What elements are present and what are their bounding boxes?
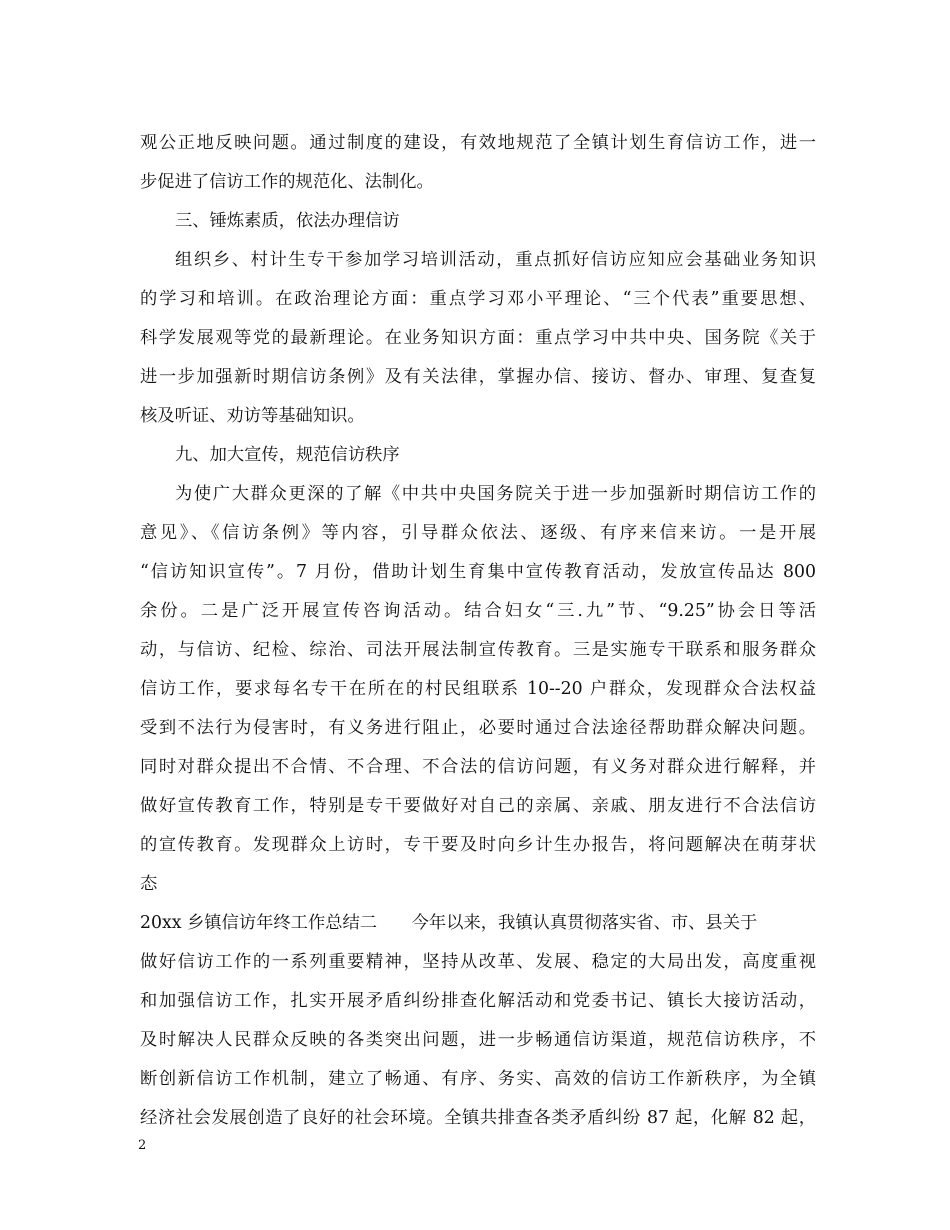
text-line: 态 [140, 874, 158, 894]
text-line: 动，与信访、纪检、综治、司法开展法制宣传教育。三是实施专干联系和服务群众 [140, 640, 816, 660]
text-line: 进一步加强新时期信访条例》及有关法律，掌握办信、接访、督办、审理、复查复 [140, 367, 816, 387]
text-line: 的学习和培训。在政治理论方面：重点学习邓小平理论、“三个代表”重要思想、 [140, 289, 816, 309]
text-line: “信访知识宣传”。7 月份，借助计划生育集中宣传教育活动，发放宣传品达 800 [140, 562, 816, 582]
document-body [140, 124, 816, 1138]
text-line: 经济社会发展创造了良好的社会环境。全镇共排查各类矛盾纠纷 87 起，化解 82 起， [140, 1108, 816, 1128]
text-line: 观公正地反映问题。通过制度的建设，有效地规范了全镇计划生育信访工作，进一 [140, 133, 816, 153]
text-line: 受到不法行为侵害时，有义务进行阻止，必要时通过合法途径帮助群众解决问题。 [140, 718, 816, 738]
text-line: 做好信访工作的一系列重要精神，坚持从改革、发展、稳定的大局出发，高度重视 [140, 952, 816, 972]
text-line: 组织乡、村计生专干参加学习培训活动，重点抓好信访应知应会基础业务知识 [175, 250, 816, 270]
section-heading: 三、锤炼素质，依法办理信访 [175, 211, 400, 231]
text-line: 做好宣传教育工作，特别是专干要做好对自己的亲属、亲戚、朋友进行不合法信访 [140, 796, 816, 816]
text-line: 及时解决人民群众反映的各类突出问题，进一步畅通信访渠道，规范信访秩序，不 [140, 1030, 816, 1050]
text-line: 同时对群众提出不合情、不合理、不合法的信访问题，有义务对群众进行解释，并 [140, 757, 816, 777]
section-title-line: 20xx 乡镇信访年终工作总结二 今年以来，我镇认真贯彻落实省、市、县关于 [140, 913, 758, 933]
text-line: 科学发展观等党的最新理论。在业务知识方面：重点学习中共中央、国务院《关于 [140, 328, 816, 348]
text-line: 为使广大群众更深的了解《中共中央国务院关于进一步加强新时期信访工作的 [175, 484, 816, 504]
text-line: 步促进了信访工作的规范化、法制化。 [140, 172, 434, 192]
text-line: 核及听证、劝访等基础知识。 [140, 406, 365, 426]
text-line: 的宣传教育。发现群众上访时，专干要及时向乡计生办报告，将问题解决在萌芽状 [140, 835, 816, 855]
text-line: 和加强信访工作，扎实开展矛盾纠纷排查化解活动和党委书记、镇长大接访活动， [140, 991, 816, 1011]
text-line: 余份。二是广泛开展宣传咨询活动。结合妇女“三.九”节、“9.25”协会日等活 [140, 601, 816, 621]
text-line: 信访工作，要求每名专干在所在的村民组联系 10--20 户群众，发现群众合法权益 [140, 679, 816, 699]
page-number: 2 [138, 1138, 147, 1153]
text-line: 意见》、《信访条例》等内容，引导群众依法、逐级、有序来信来访。一是开展 [140, 523, 816, 543]
text-line: 断创新信访工作机制，建立了畅通、有序、务实、高效的信访工作新秩序，为全镇 [140, 1069, 816, 1089]
section-heading: 九、加大宣传，规范信访秩序 [175, 445, 400, 465]
